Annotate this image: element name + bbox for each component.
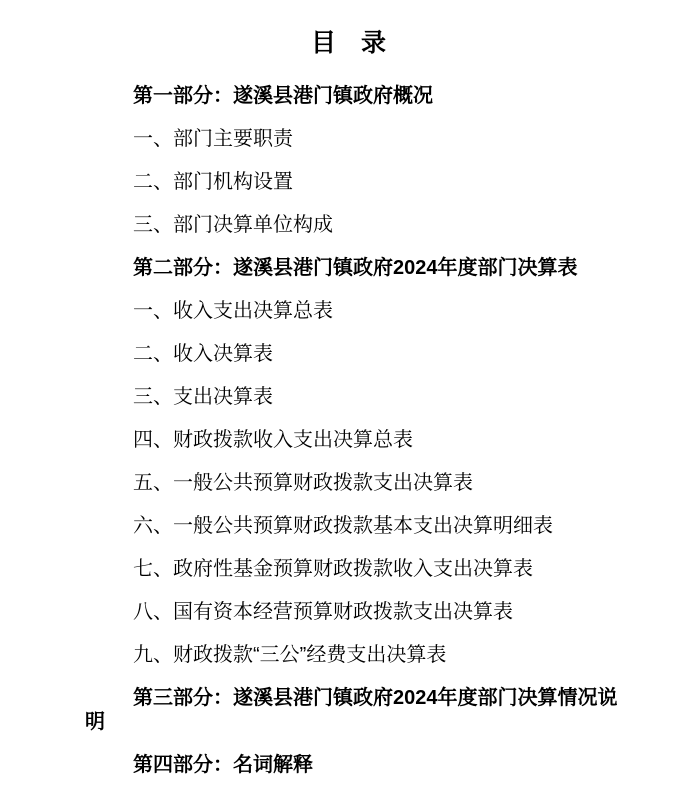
toc-heading-part2: 第二部分：遂溪县港门镇政府2024年度部门决算表 (133, 257, 578, 279)
toc-item-state-capital-budget-table: 八、国有资本经营预算财政拨款支出决算表 (133, 601, 513, 623)
toc-item-expenditure-table: 三、支出决算表 (133, 386, 273, 408)
toc-item-income-expenditure-summary: 一、收入支出决算总表 (133, 300, 333, 322)
toc-item-accounting-units: 三、部门决算单位构成 (133, 214, 333, 236)
toc-item-three-public-expenses-table: 九、财政拨款“三公”经费支出决算表 (133, 644, 447, 666)
toc-item-department-structure: 二、部门机构设置 (133, 171, 293, 193)
table-of-contents (85, 84, 627, 777)
toc-item-general-public-budget-basic-expenditure-detail: 六、一般公共预算财政拨款基本支出决算明细表 (133, 515, 553, 537)
toc-item-department-duties: 一、部门主要职责 (133, 128, 293, 150)
toc-item-general-public-budget-expenditure: 五、一般公共预算财政拨款支出决算表 (133, 472, 473, 494)
toc-item-government-fund-budget-table: 七、政府性基金预算财政拨款收入支出决算表 (133, 558, 533, 580)
toc-item-fiscal-appropriation-summary: 四、财政拨款收入支出决算总表 (133, 429, 413, 451)
toc-heading-part1: 第一部分：遂溪县港门镇政府概况 (133, 85, 433, 107)
toc-heading-part3: 第三部分：遂溪县港门镇政府2024年度部门决算情况说明 (85, 687, 618, 733)
toc-item-income-table: 二、收入决算表 (133, 343, 273, 365)
toc-heading-part4: 第四部分：名词解释 (133, 754, 313, 776)
page-title: 目 录 (310, 29, 386, 57)
